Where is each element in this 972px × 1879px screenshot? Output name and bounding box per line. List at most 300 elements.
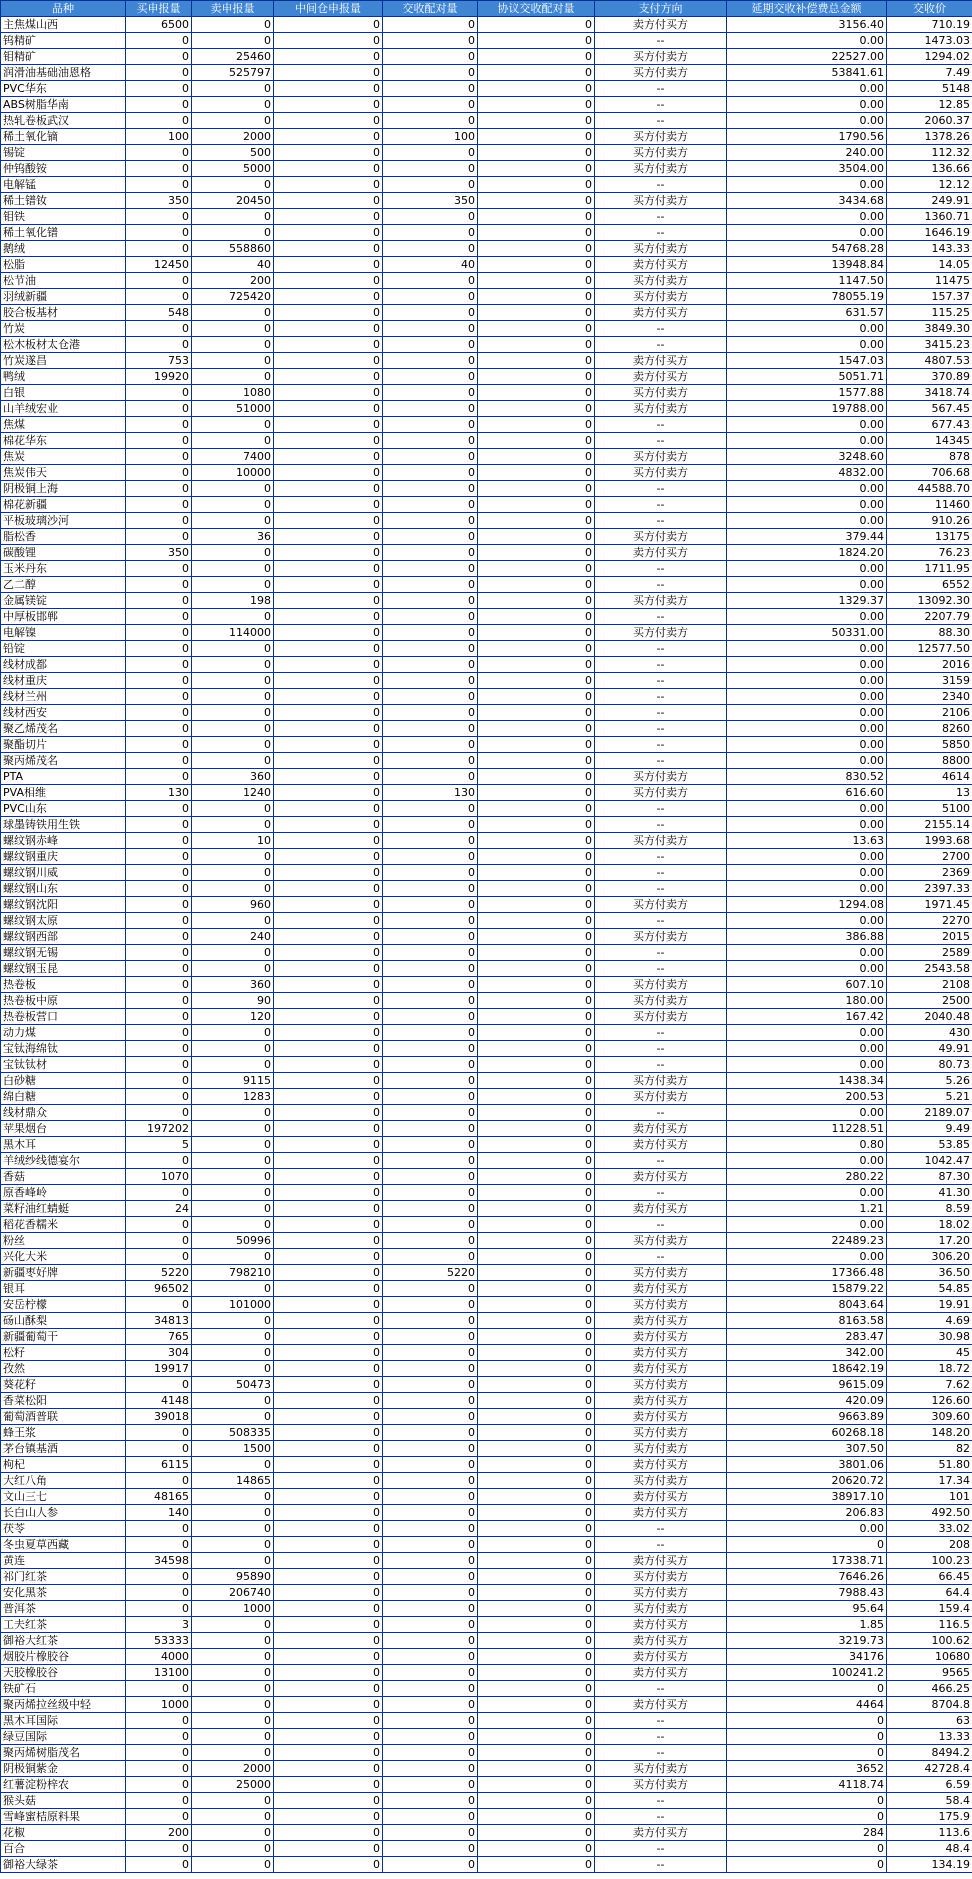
cell-middle-declared: 0 [274, 929, 383, 945]
cell-sell-declared: 0 [192, 353, 274, 369]
cell-agreement-matched: 0 [478, 1425, 595, 1441]
cell-settlement-price: 14345 [887, 433, 972, 449]
cell-matched-qty: 0 [383, 641, 478, 657]
cell-payment-direction: -- [595, 113, 727, 129]
cell-sell-declared: 0 [192, 1041, 274, 1057]
cell-variety: 螺纹钢赤峰 [1, 833, 126, 849]
cell-variety: 焦炭 [1, 449, 126, 465]
cell-variety: 金属镁锭 [1, 593, 126, 609]
cell-variety: 香菜松阳 [1, 1393, 126, 1409]
cell-buy-declared: 0 [126, 433, 192, 449]
cell-middle-declared: 0 [274, 289, 383, 305]
cell-matched-qty: 0 [383, 705, 478, 721]
cell-settlement-price: 1711.95 [887, 561, 972, 577]
cell-sell-declared: 508335 [192, 1425, 274, 1441]
cell-sell-declared: 0 [192, 1617, 274, 1633]
cell-buy-declared: 0 [126, 1729, 192, 1745]
cell-agreement-matched: 0 [478, 481, 595, 497]
cell-compensation-total: 0.00 [727, 673, 887, 689]
cell-settlement-price: 8.59 [887, 1201, 972, 1217]
cell-settlement-price: 100.23 [887, 1553, 972, 1569]
cell-buy-declared: 753 [126, 353, 192, 369]
cell-payment-direction: -- [595, 657, 727, 673]
table-row [1, 1665, 972, 1681]
cell-compensation-total: 342.00 [727, 1345, 887, 1361]
cell-middle-declared: 0 [274, 1361, 383, 1377]
cell-middle-declared: 0 [274, 1297, 383, 1313]
cell-variety: 羽绒新疆 [1, 289, 126, 305]
cell-agreement-matched: 0 [478, 577, 595, 593]
cell-matched-qty: 0 [383, 161, 478, 177]
cell-variety: 鹅绒 [1, 241, 126, 257]
cell-settlement-price: 12.12 [887, 177, 972, 193]
cell-settlement-price: 48.4 [887, 1841, 972, 1857]
cell-middle-declared: 0 [274, 1313, 383, 1329]
cell-compensation-total: 78055.19 [727, 289, 887, 305]
cell-agreement-matched: 0 [478, 1537, 595, 1553]
table-row [1, 977, 972, 993]
cell-buy-declared: 0 [126, 625, 192, 641]
cell-matched-qty: 0 [383, 737, 478, 753]
table-row [1, 705, 972, 721]
cell-agreement-matched: 0 [478, 17, 595, 33]
cell-agreement-matched: 0 [478, 305, 595, 321]
cell-settlement-price: 44588.70 [887, 481, 972, 497]
cell-payment-direction: 卖方付买方 [595, 1505, 727, 1521]
cell-buy-declared: 0 [126, 689, 192, 705]
cell-buy-declared: 0 [126, 1601, 192, 1617]
cell-sell-declared: 0 [192, 913, 274, 929]
table-row [1, 1329, 972, 1345]
cell-payment-direction: 卖方付买方 [595, 1825, 727, 1841]
cell-variety: 焦煤 [1, 417, 126, 433]
cell-buy-declared: 0 [126, 1377, 192, 1393]
cell-settlement-price: 8704.8 [887, 1697, 972, 1713]
cell-matched-qty: 0 [383, 1089, 478, 1105]
cell-matched-qty: 0 [383, 65, 478, 81]
cell-buy-declared: 24 [126, 1201, 192, 1217]
cell-middle-declared: 0 [274, 865, 383, 881]
cell-agreement-matched: 0 [478, 945, 595, 961]
cell-middle-declared: 0 [274, 1777, 383, 1793]
cell-middle-declared: 0 [274, 1185, 383, 1201]
cell-compensation-total: 0.00 [727, 849, 887, 865]
cell-sell-declared: 120 [192, 1009, 274, 1025]
cell-settlement-price: 2155.14 [887, 817, 972, 833]
cell-matched-qty: 0 [383, 721, 478, 737]
cell-payment-direction: 买方付卖方 [595, 1009, 727, 1025]
cell-compensation-total: 0.00 [727, 945, 887, 961]
cell-matched-qty: 0 [383, 1441, 478, 1457]
cell-buy-declared: 4148 [126, 1393, 192, 1409]
cell-payment-direction: 买方付卖方 [595, 1089, 727, 1105]
cell-buy-declared: 0 [126, 529, 192, 545]
cell-middle-declared: 0 [274, 81, 383, 97]
cell-matched-qty: 0 [383, 1601, 478, 1617]
cell-buy-declared: 0 [126, 1777, 192, 1793]
cell-middle-declared: 0 [274, 1265, 383, 1281]
cell-middle-declared: 0 [274, 369, 383, 385]
table-row [1, 1489, 972, 1505]
cell-compensation-total: 9615.09 [727, 1377, 887, 1393]
cell-settlement-price: 76.23 [887, 545, 972, 561]
cell-payment-direction: -- [595, 881, 727, 897]
cell-payment-direction: -- [595, 577, 727, 593]
cell-settlement-price: 13.33 [887, 1729, 972, 1745]
cell-payment-direction: -- [595, 801, 727, 817]
cell-buy-declared: 0 [126, 881, 192, 897]
cell-compensation-total: 0.00 [727, 97, 887, 113]
table-row [1, 1121, 972, 1137]
col-header-buy-declared: 买申报量 [126, 1, 192, 17]
col-header-settlement-price: 交收价 [887, 1, 972, 17]
cell-middle-declared: 0 [274, 1073, 383, 1089]
cell-variety: 白砂糖 [1, 1073, 126, 1089]
cell-payment-direction: -- [595, 1793, 727, 1809]
table-row [1, 385, 972, 401]
cell-buy-declared: 96502 [126, 1281, 192, 1297]
cell-buy-declared: 0 [126, 1297, 192, 1313]
cell-matched-qty: 0 [383, 977, 478, 993]
cell-buy-declared: 0 [126, 657, 192, 673]
cell-buy-declared: 0 [126, 465, 192, 481]
cell-settlement-price: 2108 [887, 977, 972, 993]
cell-matched-qty: 0 [383, 897, 478, 913]
cell-compensation-total: 95.64 [727, 1601, 887, 1617]
table-row [1, 1201, 972, 1217]
cell-middle-declared: 0 [274, 1537, 383, 1553]
cell-compensation-total: 307.50 [727, 1441, 887, 1457]
cell-compensation-total: 0.00 [727, 913, 887, 929]
cell-buy-declared: 0 [126, 81, 192, 97]
cell-settlement-price: 14.05 [887, 257, 972, 273]
cell-variety: 锡锭 [1, 145, 126, 161]
cell-middle-declared: 0 [274, 209, 383, 225]
cell-middle-declared: 0 [274, 481, 383, 497]
table-row [1, 369, 972, 385]
cell-settlement-price: 9.49 [887, 1121, 972, 1137]
cell-sell-declared: 10000 [192, 465, 274, 481]
cell-variety: 线材西安 [1, 705, 126, 721]
cell-sell-declared: 0 [192, 1057, 274, 1073]
cell-compensation-total: 3652 [727, 1761, 887, 1777]
cell-payment-direction: -- [595, 1185, 727, 1201]
cell-payment-direction: -- [595, 961, 727, 977]
table-row [1, 289, 972, 305]
cell-middle-declared: 0 [274, 1745, 383, 1761]
cell-variety: 热卷板 [1, 977, 126, 993]
cell-middle-declared: 0 [274, 1729, 383, 1745]
table-row [1, 1281, 972, 1297]
cell-settlement-price: 159.4 [887, 1601, 972, 1617]
cell-middle-declared: 0 [274, 1409, 383, 1425]
cell-buy-declared: 0 [126, 241, 192, 257]
cell-sell-declared: 0 [192, 1745, 274, 1761]
cell-matched-qty: 0 [383, 385, 478, 401]
cell-settlement-price: 80.73 [887, 1057, 972, 1073]
cell-payment-direction: -- [595, 481, 727, 497]
cell-middle-declared: 0 [274, 385, 383, 401]
cell-settlement-price: 1360.71 [887, 209, 972, 225]
cell-agreement-matched: 0 [478, 1297, 595, 1313]
cell-variety: 电解镍 [1, 625, 126, 641]
cell-settlement-price: 3159 [887, 673, 972, 689]
cell-matched-qty: 0 [383, 1841, 478, 1857]
cell-middle-declared: 0 [274, 1025, 383, 1041]
cell-compensation-total: 4464 [727, 1697, 887, 1713]
cell-compensation-total: 17338.71 [727, 1553, 887, 1569]
cell-settlement-price: 2189.07 [887, 1105, 972, 1121]
cell-payment-direction: 买方付卖方 [595, 401, 727, 417]
cell-compensation-total: 0.80 [727, 1137, 887, 1153]
cell-sell-declared: 360 [192, 977, 274, 993]
cell-buy-declared: 0 [126, 1793, 192, 1809]
cell-settlement-price: 8260 [887, 721, 972, 737]
cell-variety: 枸杞 [1, 1457, 126, 1473]
cell-agreement-matched: 0 [478, 497, 595, 513]
cell-sell-declared: 0 [192, 689, 274, 705]
table-row [1, 913, 972, 929]
cell-variety: 铅锭 [1, 641, 126, 657]
cell-middle-declared: 0 [274, 1249, 383, 1265]
cell-agreement-matched: 0 [478, 49, 595, 65]
cell-settlement-price: 309.60 [887, 1409, 972, 1425]
cell-payment-direction: 买方付卖方 [595, 833, 727, 849]
cell-payment-direction: -- [595, 817, 727, 833]
cell-sell-declared: 0 [192, 417, 274, 433]
cell-buy-declared: 0 [126, 1073, 192, 1089]
table-row [1, 257, 972, 273]
cell-sell-declared: 0 [192, 433, 274, 449]
cell-sell-declared: 0 [192, 97, 274, 113]
cell-sell-declared: 14865 [192, 1473, 274, 1489]
cell-agreement-matched: 0 [478, 1473, 595, 1489]
cell-compensation-total: 0 [727, 1681, 887, 1697]
cell-agreement-matched: 0 [478, 1073, 595, 1089]
cell-payment-direction: 卖方付买方 [595, 1457, 727, 1473]
cell-sell-declared: 0 [192, 865, 274, 881]
cell-buy-declared: 0 [126, 289, 192, 305]
cell-middle-declared: 0 [274, 433, 383, 449]
cell-sell-declared: 0 [192, 673, 274, 689]
cell-payment-direction: -- [595, 641, 727, 657]
cell-settlement-price: 49.91 [887, 1041, 972, 1057]
cell-sell-declared: 0 [192, 1457, 274, 1473]
cell-compensation-total: 0.00 [727, 561, 887, 577]
cell-settlement-price: 3849.30 [887, 321, 972, 337]
cell-middle-declared: 0 [274, 1617, 383, 1633]
cell-variety: 稀土镨钕 [1, 193, 126, 209]
cell-matched-qty: 0 [383, 1697, 478, 1713]
table-row [1, 785, 972, 801]
cell-payment-direction: 买方付卖方 [595, 785, 727, 801]
cell-compensation-total: 0.00 [727, 1185, 887, 1201]
cell-agreement-matched: 0 [478, 257, 595, 273]
cell-settlement-price: 116.5 [887, 1617, 972, 1633]
cell-buy-declared: 6115 [126, 1457, 192, 1473]
cell-compensation-total: 0.00 [727, 657, 887, 673]
cell-sell-declared: 0 [192, 753, 274, 769]
table-row [1, 625, 972, 641]
cell-matched-qty: 0 [383, 1153, 478, 1169]
cell-settlement-price: 1473.03 [887, 33, 972, 49]
cell-variety: 中厚板邯郸 [1, 609, 126, 625]
cell-agreement-matched: 0 [478, 561, 595, 577]
table-row [1, 113, 972, 129]
cell-matched-qty: 0 [383, 945, 478, 961]
cell-payment-direction: -- [595, 865, 727, 881]
cell-middle-declared: 0 [274, 561, 383, 577]
cell-settlement-price: 11460 [887, 497, 972, 513]
cell-payment-direction: -- [595, 609, 727, 625]
cell-compensation-total: 0.00 [727, 1057, 887, 1073]
cell-settlement-price: 430 [887, 1025, 972, 1041]
cell-middle-declared: 0 [274, 1793, 383, 1809]
cell-agreement-matched: 0 [478, 1569, 595, 1585]
cell-matched-qty: 0 [383, 1681, 478, 1697]
cell-compensation-total: 206.83 [727, 1505, 887, 1521]
cell-sell-declared: 1000 [192, 1601, 274, 1617]
cell-variety: 脂松香 [1, 529, 126, 545]
cell-agreement-matched: 0 [478, 961, 595, 977]
cell-payment-direction: 买方付卖方 [595, 1425, 727, 1441]
cell-settlement-price: 53.85 [887, 1137, 972, 1153]
cell-matched-qty: 0 [383, 369, 478, 385]
cell-middle-declared: 0 [274, 817, 383, 833]
cell-matched-qty: 5220 [383, 1265, 478, 1281]
table-row [1, 97, 972, 113]
cell-compensation-total: 3248.60 [727, 449, 887, 465]
cell-variety: 钨精矿 [1, 33, 126, 49]
cell-matched-qty: 0 [383, 1825, 478, 1841]
cell-matched-qty: 0 [383, 673, 478, 689]
cell-buy-declared: 130 [126, 785, 192, 801]
cell-middle-declared: 0 [274, 17, 383, 33]
cell-variety: 安化黑茶 [1, 1585, 126, 1601]
cell-matched-qty: 0 [383, 97, 478, 113]
cell-middle-declared: 0 [274, 497, 383, 513]
cell-payment-direction: -- [595, 1841, 727, 1857]
cell-compensation-total: 0.00 [727, 689, 887, 705]
cell-middle-declared: 0 [274, 1697, 383, 1713]
cell-payment-direction: -- [595, 1857, 727, 1873]
cell-middle-declared: 0 [274, 1825, 383, 1841]
cell-buy-declared: 0 [126, 1105, 192, 1121]
cell-agreement-matched: 0 [478, 401, 595, 417]
cell-sell-declared: 40 [192, 257, 274, 273]
cell-payment-direction: 买方付卖方 [595, 1585, 727, 1601]
cell-matched-qty: 0 [383, 1249, 478, 1265]
cell-middle-declared: 0 [274, 897, 383, 913]
cell-agreement-matched: 0 [478, 177, 595, 193]
cell-payment-direction: 卖方付买方 [595, 305, 727, 321]
cell-variety: 聚丙烯树脂茂名 [1, 1745, 126, 1761]
cell-sell-declared: 0 [192, 81, 274, 97]
cell-payment-direction: 买方付卖方 [595, 977, 727, 993]
cell-settlement-price: 677.43 [887, 417, 972, 433]
cell-agreement-matched: 0 [478, 113, 595, 129]
table-row [1, 1409, 972, 1425]
cell-payment-direction: -- [595, 1153, 727, 1169]
cell-variety: 螺纹钢玉昆 [1, 961, 126, 977]
table-row [1, 33, 972, 49]
cell-buy-declared: 5220 [126, 1265, 192, 1281]
cell-sell-declared: 0 [192, 881, 274, 897]
cell-settlement-price: 306.20 [887, 1249, 972, 1265]
cell-agreement-matched: 0 [478, 1233, 595, 1249]
cell-sell-declared: 0 [192, 177, 274, 193]
cell-middle-declared: 0 [274, 881, 383, 897]
cell-agreement-matched: 0 [478, 1521, 595, 1537]
cell-buy-declared: 304 [126, 1345, 192, 1361]
table-row [1, 1457, 972, 1473]
cell-settlement-price: 5.21 [887, 1089, 972, 1105]
cell-variety: 砀山酥梨 [1, 1313, 126, 1329]
cell-variety: 焦炭伟天 [1, 465, 126, 481]
cell-compensation-total: 0.00 [727, 513, 887, 529]
cell-matched-qty: 0 [383, 1025, 478, 1041]
cell-middle-declared: 0 [274, 753, 383, 769]
table-row [1, 1473, 972, 1489]
table-row [1, 1425, 972, 1441]
cell-matched-qty: 0 [383, 81, 478, 97]
cell-compensation-total: 3434.68 [727, 193, 887, 209]
cell-payment-direction: -- [595, 1521, 727, 1537]
table-row [1, 1569, 972, 1585]
cell-matched-qty: 0 [383, 33, 478, 49]
cell-buy-declared: 0 [126, 145, 192, 161]
cell-sell-declared: 5000 [192, 161, 274, 177]
cell-matched-qty: 0 [383, 417, 478, 433]
table-row [1, 897, 972, 913]
cell-middle-declared: 0 [274, 913, 383, 929]
cell-variety: 葡萄酒普联 [1, 1409, 126, 1425]
table-row [1, 641, 972, 657]
cell-buy-declared: 0 [126, 961, 192, 977]
cell-buy-declared: 1000 [126, 1697, 192, 1713]
cell-middle-declared: 0 [274, 945, 383, 961]
cell-variety: 祁门红茶 [1, 1569, 126, 1585]
cell-middle-declared: 0 [274, 1425, 383, 1441]
cell-agreement-matched: 0 [478, 97, 595, 113]
table-row [1, 1649, 972, 1665]
cell-agreement-matched: 0 [478, 33, 595, 49]
cell-payment-direction: -- [595, 433, 727, 449]
cell-payment-direction: -- [595, 945, 727, 961]
cell-buy-declared: 0 [126, 1249, 192, 1265]
cell-sell-declared: 0 [192, 1169, 274, 1185]
cell-variety: PTA [1, 769, 126, 785]
cell-agreement-matched: 0 [478, 977, 595, 993]
cell-matched-qty: 0 [383, 865, 478, 881]
cell-compensation-total: 1.21 [727, 1201, 887, 1217]
cell-compensation-total: 0.00 [727, 113, 887, 129]
cell-middle-declared: 0 [274, 1665, 383, 1681]
cell-payment-direction: -- [595, 1025, 727, 1041]
cell-settlement-price: 148.20 [887, 1425, 972, 1441]
table-row [1, 1505, 972, 1521]
cell-middle-declared: 0 [274, 1009, 383, 1025]
table-row [1, 321, 972, 337]
cell-settlement-price: 18.72 [887, 1361, 972, 1377]
cell-agreement-matched: 0 [478, 65, 595, 81]
cell-agreement-matched: 0 [478, 1585, 595, 1601]
cell-matched-qty: 0 [383, 241, 478, 257]
cell-matched-qty: 0 [383, 881, 478, 897]
cell-settlement-price: 112.32 [887, 145, 972, 161]
cell-settlement-price: 8800 [887, 753, 972, 769]
cell-agreement-matched: 0 [478, 433, 595, 449]
